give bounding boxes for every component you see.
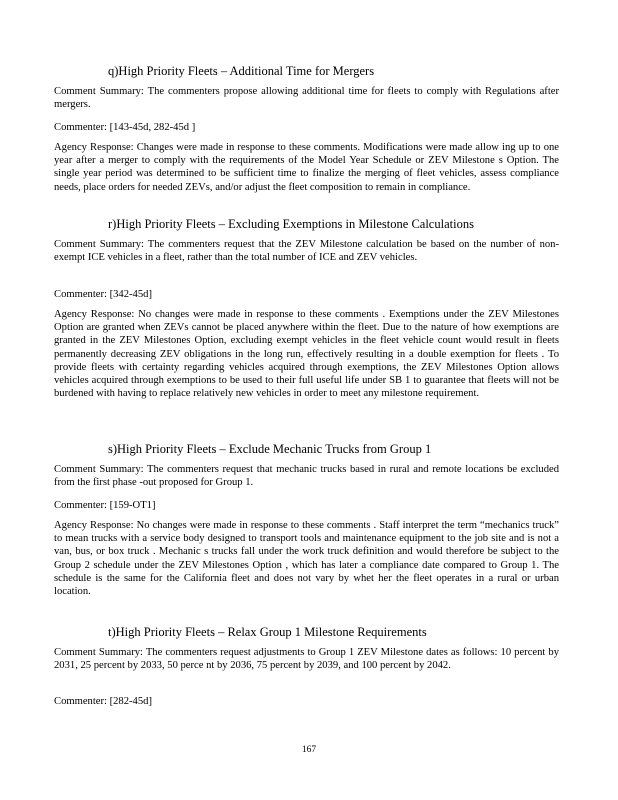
agency-response-s: Agency Response: No changes were made in response to these comments . Staff interpret the term “mechanics truck” to mean trucks with a service body designed to transport tools and maintenance equipment to the job site and is not a van, bus, or box truck . Mechanic s trucks fall under the work truck definition and would therefore be subject to the Group 2 schedule under the ZEV Milestones Option , which has later a compliance date compared to Group 1. The schedule is the same for the California fleet and does not vary by whet her the fleet operates in a rural or urban location. [54,520,559,598]
comment-summary-q: Comment Summary: The commenters propose allowing additional time for fleets to comply with Regulations after mergers. [54,86,559,111]
commenter-r: Commenter: [342-45d] [54,289,152,300]
comment-summary-r: Comment Summary: The commenters request that the ZEV Milestone calculation be based on the number of non-exempt ICE vehicles in a fleet, rather than the total number of ICE and ZEV vehicles. [54,239,559,264]
commenter-s: Commenter: [159-OT1] [54,500,156,511]
commenter-q: Commenter: [143-45d, 282-45d ] [54,122,196,133]
page-number: 167 [301,745,317,755]
section-heading-s: s)High Priority Fleets – Exclude Mechanic Trucks from Group 1 [108,442,432,456]
commenter-t: Commenter: [282-45d] [54,696,152,707]
section-heading-q: q)High Priority Fleets – Additional Time for Mergers [108,64,375,78]
agency-response-q: Agency Response: Changes were made in response to these comments. Modifications were made allow ing up to one year after a merger to comply with the requirements of the Model Year Schedule or ZEV Milestone s Option. The single year period was determined to be sufficient time to finalize the merging of fleet vehicles, assess compliance needs, place orders for needed ZEVs, and/or adjust the fleet composition to remain in compliance. [54,142,559,193]
agency-response-r: Agency Response: No changes were made in response to these comments . Exemptions under the ZEV Milestones Option are granted when ZEVs cannot be placed anywhere within the fleet. Due to the nature of how exemptions are granted in the ZEV Milestones Option, excluding exempt vehicles in the fleet vehicle count would result in fleets permanently decreasing ZEV obligations in the long run, effectively resulting in a double exemption for fleets . To provide fleets with certainty regarding vehicles acquired through exemptions, the ZEV Milestones Option allows vehicles acquired through exemptions to be used to their full useful life under SB 1 to guarantee that fleets will not be burdened with having to replace relatively new vehicles in order to meet any milestone requirement. [54,309,559,400]
section-heading-t: t)High Priority Fleets – Relax Group 1 Milestone Requirements [108,625,427,639]
comment-summary-s: Comment Summary: The commenters request that mechanic trucks based in rural and remote locations be excluded from the first phase -out proposed for Group 1. [54,464,559,489]
comment-summary-t: Comment Summary: The commenters request adjustments to Group 1 ZEV Milestone dates as follows: 10 percent by 2031, 25 percent by 2033, 50 perce nt by 2036, 75 percent by 2039, and 100 percent by 2042. [54,647,559,672]
section-heading-r: r)High Priority Fleets – Excluding Exemptions in Milestone Calculations [108,217,474,231]
